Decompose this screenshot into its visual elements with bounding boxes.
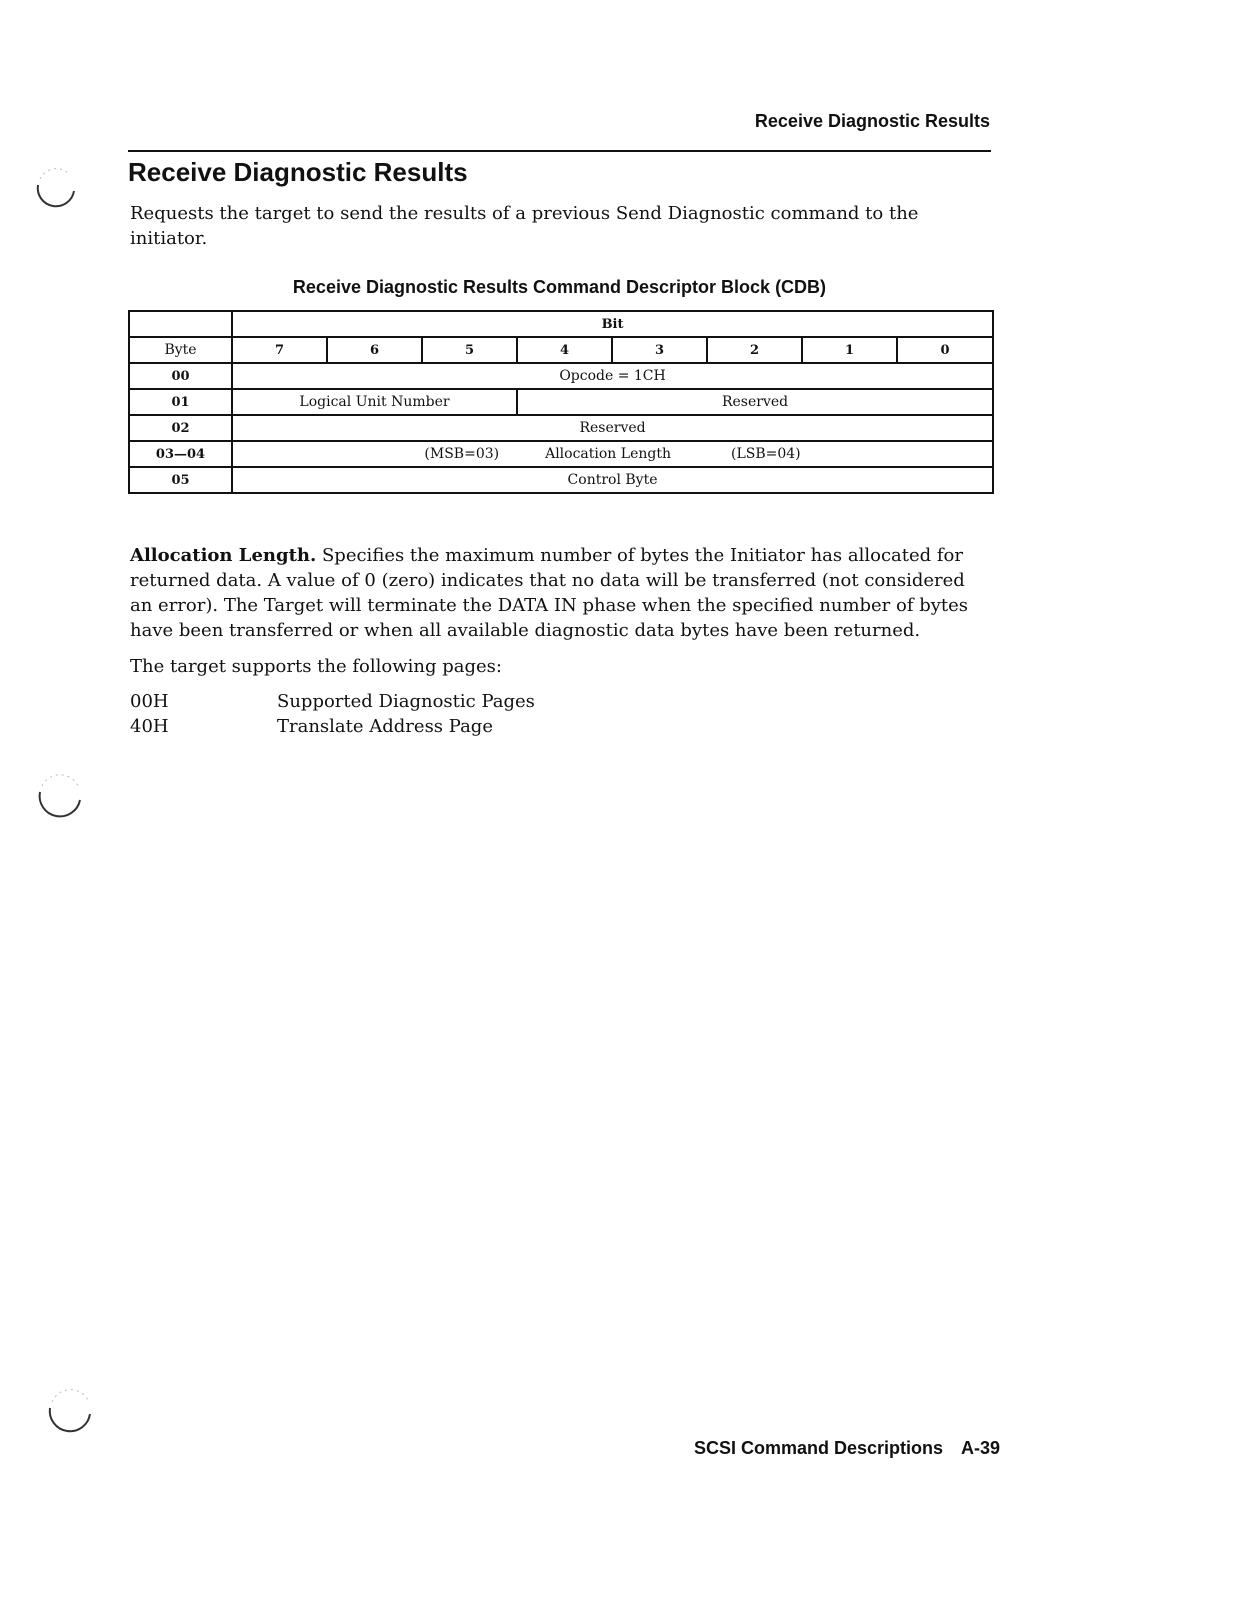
bit-1-header: 1 [802, 337, 897, 363]
bit-5-header: 5 [422, 337, 517, 363]
field-cell [232, 441, 993, 467]
field-cell: Opcode = 1CH [232, 363, 993, 389]
bit-0-header: 0 [897, 337, 993, 363]
bit-4-header: 4 [517, 337, 612, 363]
page-number: A-39 [960, 1438, 1000, 1458]
pages-intro: The target supports the following pages: [130, 656, 502, 677]
allocation-length-text: Specifies the maximum number of bytes the Initiator has allocated for returned data. A value of 0 (zero) indicates that no data will be transferred (not considered an error). The Target will terminate the DATA IN phase when the specified number of bytes have been transferred or when all available diagnostic data bytes have been returned. [130, 545, 969, 641]
allocation-length-paragraph [130, 543, 990, 643]
table-row [129, 441, 993, 467]
bit-7-header: 7 [232, 337, 327, 363]
table-caption: Receive Diagnostic Results Command Descriptor Block (CDB) [292, 277, 827, 297]
header-divider [128, 150, 991, 152]
list-item [130, 691, 535, 712]
page-code: 00H [130, 691, 169, 712]
bit-3-header: 3 [612, 337, 707, 363]
page-footer [694, 1438, 1000, 1459]
bit-6-header: 6 [327, 337, 422, 363]
byte-number: 00 [129, 363, 232, 389]
field-label: Allocation Length [545, 446, 671, 462]
byte-number: 01 [129, 389, 232, 415]
byte-header: Byte [129, 337, 232, 363]
bit-header: Bit [232, 311, 993, 337]
field-cell: Control Byte [232, 467, 993, 493]
byte-number: 02 [129, 415, 232, 441]
binder-hole-icon [44, 1388, 92, 1436]
bit-2-header: 2 [707, 337, 802, 363]
field-cell: Reserved [232, 415, 993, 441]
list-item [130, 716, 493, 737]
bit-header-row [129, 311, 993, 337]
table-row [129, 389, 993, 415]
running-header: Receive Diagnostic Results [754, 111, 990, 131]
intro-paragraph: Requests the target to send the results of a previous Send Diagnostic command to the initiator. [130, 203, 919, 249]
lsb-label: (LSB=04) [730, 446, 801, 462]
footer-section-title: SCSI Command Descriptions [693, 1438, 943, 1458]
byte-number: 03—04 [129, 441, 232, 467]
section-title: Receive Diagnostic Results [128, 157, 468, 187]
bit-number-row [129, 337, 993, 363]
blank-header-cell [129, 311, 232, 337]
field-cell: Logical Unit Number [232, 389, 517, 415]
binder-hole-icon [30, 165, 78, 213]
page-name: Supported Diagnostic Pages [277, 691, 535, 712]
table-row [129, 363, 993, 389]
binder-hole-icon [34, 772, 82, 820]
field-cell: Reserved [517, 389, 993, 415]
page-code: 40H [130, 716, 169, 737]
page-name: Translate Address Page [277, 716, 493, 737]
byte-number: 05 [129, 467, 232, 493]
table-row [129, 415, 993, 441]
msb-label: (MSB=03) [424, 446, 500, 462]
allocation-length-term: Allocation Length. [130, 545, 317, 566]
table-row [129, 467, 993, 493]
cdb-table [128, 310, 994, 494]
